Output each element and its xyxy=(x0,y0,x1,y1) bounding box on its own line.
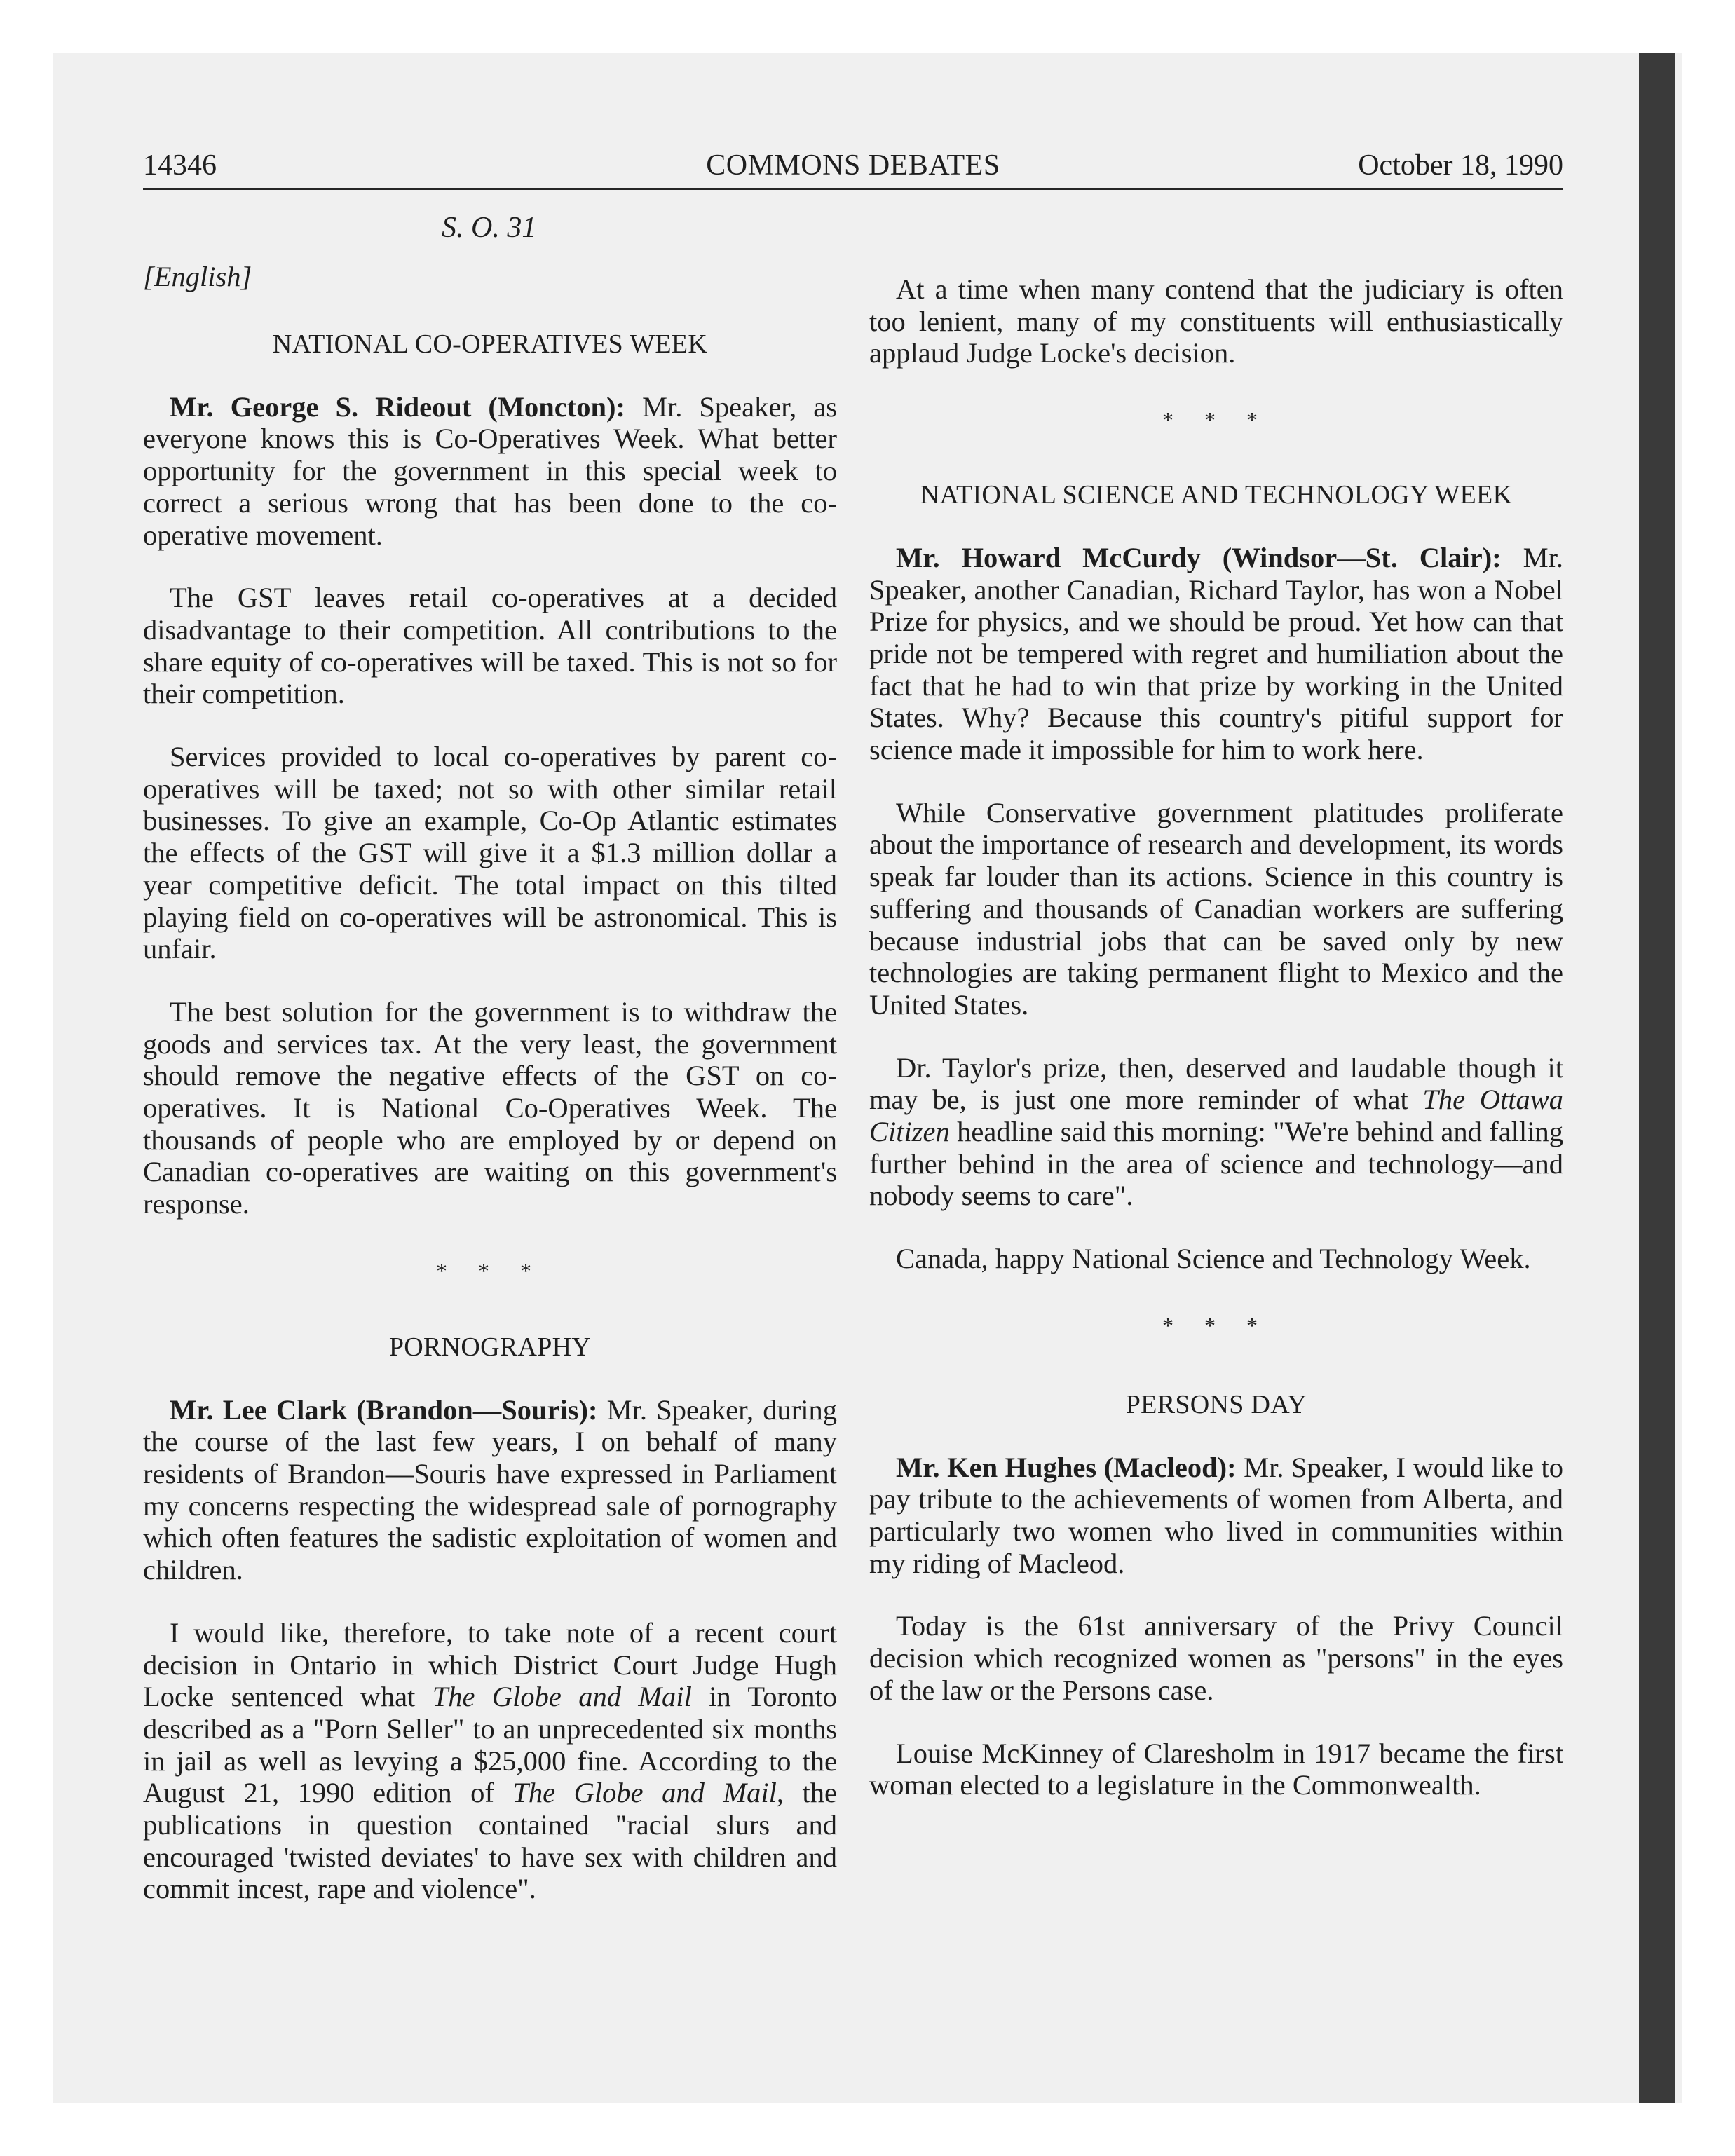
left-column xyxy=(143,210,837,1905)
section-heading: NATIONAL SCIENCE AND TECHNOLOGY WEEK xyxy=(920,479,1513,510)
paragraph: Services provided to local co-operatives by parent co-operatives will be taxed; not so with other similar retail businesses. To give an example, Co-Op Atlantic estimates the effects of the GST will give it a $1.3 million dollar a year competitive deficit. The total impact on this tilted playing field on co-operatives will be astronomical. This is unfair. xyxy=(143,741,837,965)
binding-edge xyxy=(1639,53,1675,2103)
paragraph: Louise McKinney of Claresholm in 1917 became the first woman elected to a legislature in the Commonwealth. xyxy=(869,1737,1563,1801)
speaker-name: Mr. George S. Rideout (Moncton): xyxy=(170,390,626,423)
speaker-name: Mr. Lee Clark (Brandon—Souris): xyxy=(170,1393,598,1426)
publication-name: The Globe and Mail xyxy=(432,1681,692,1713)
paragraph: I would like, therefore, to take note of a recent court decision in Ontario in which District Court Judge Hugh Locke sentenced what The Globe and Mail in Toronto described as a "Porn Seller" to an unprecedented six months in jail as well as levying a $25,000 fine. According to the August 21, 1990 edition of The Globe and Mail, the publications in question contained "racial slurs and encouraged 'twisted deviates' to have sex with children and commit incest, rape and violence". xyxy=(143,1616,838,1905)
publication-name: The Ottawa Citizen xyxy=(869,1084,1563,1148)
standing-order: S. O. 31 xyxy=(442,212,537,244)
section-heading: PERSONS DAY xyxy=(1125,1389,1307,1419)
paragraph: Canada, happy National Science and Technology Week. xyxy=(896,1243,1531,1275)
paragraph: While Conservative government platitudes proliferate about the importance of research and development, its words speak far louder than its actions. Science in this country is suffering and thousands of Canadian workers are suffering because industrial jobs that can be saved only by new technologies are taking permanent flight to Mexico and the United States. xyxy=(869,796,1563,1021)
page-number: 14346 xyxy=(143,149,217,182)
section-separator: * * * xyxy=(1162,1312,1270,1338)
paragraph: Dr. Taylor's prize, then, deserved and laudable though it may be, is just one more reminder of what The Ottawa Citizen headline said this morning: "We're behind and falling further behind in the area of science and technology—and nobody seems to care". xyxy=(869,1051,1563,1212)
section-separator: * * * xyxy=(1162,407,1270,433)
paragraph: Mr. Howard McCurdy (Windsor—St. Clair): Mr. Speaker, another Canadian, Richard Taylor, has won a Nobel Prize for physics, and we should be proud. Yet how can that pride not be tempered with regret and humiliation about the fact that he had to win that prize by working in the United States. Why? Because this country's pitiful support for science made it impossible for him to work here. xyxy=(869,541,1564,766)
header-date: October 18, 1990 xyxy=(1358,149,1563,182)
speaker-name: Mr. Ken Hughes (Macleod): xyxy=(896,1451,1237,1483)
publication-title: COMMONS DEBATES xyxy=(706,149,1000,182)
paragraph: Mr. George S. Rideout (Moncton): Mr. Speaker, as everyone knows this is Co-Operatives Week. What better opportunity for the government in this special week to correct a serious wrong that has been done to the co-operative movement. xyxy=(143,390,837,551)
language-marker: [English] xyxy=(143,261,252,292)
paragraph: Mr. Lee Clark (Brandon—Souris): Mr. Speaker, during the course of the last few years, I on behalf of many residents of Brandon—Souris have expressed in Parliament my concerns respecting the widespread sale of pornography which often features the sadistic exploitation of women and children. xyxy=(143,1393,838,1586)
publication-name: The Globe and Mail xyxy=(512,1777,777,1809)
paragraph: The GST leaves retail co-operatives at a decided disadvantage to their competition. All contributions to the share equity of co-operatives will be taxed. This is not so for their competition. xyxy=(143,582,837,710)
paragraph: Today is the 61st anniversary of the Privy Council decision which recognized women as "persons" in the eyes of the law or the Persons case. xyxy=(869,1610,1563,1706)
paragraph: The best solution for the government is to withdraw the goods and services tax. At the very least, the government should remove the negative effects of the GST on co-operatives. It is National Co-Operatives Week. The thousands of people who are employed by or depend on Canadian co-operatives are waiting on this government's response. xyxy=(143,995,837,1220)
right-column xyxy=(869,210,1563,1801)
paragraph: At a time when many contend that the judiciary is often too lenient, many of my constituents will enthusiastically applaud Judge Locke's decision. xyxy=(869,273,1563,369)
speaker-name: Mr. Howard McCurdy (Windsor—St. Clair): xyxy=(896,541,1502,573)
header-rule xyxy=(143,188,1563,190)
section-heading: NATIONAL CO-OPERATIVES WEEK xyxy=(272,329,708,359)
paragraph: Mr. Ken Hughes (Macleod): Mr. Speaker, I would like to pay tribute to the achievements of women from Alberta, and particularly two women who lived in communities within my riding of Macleod. xyxy=(869,1451,1563,1579)
section-heading: PORNOGRAPHY xyxy=(388,1332,592,1362)
section-separator: * * * xyxy=(436,1257,544,1283)
